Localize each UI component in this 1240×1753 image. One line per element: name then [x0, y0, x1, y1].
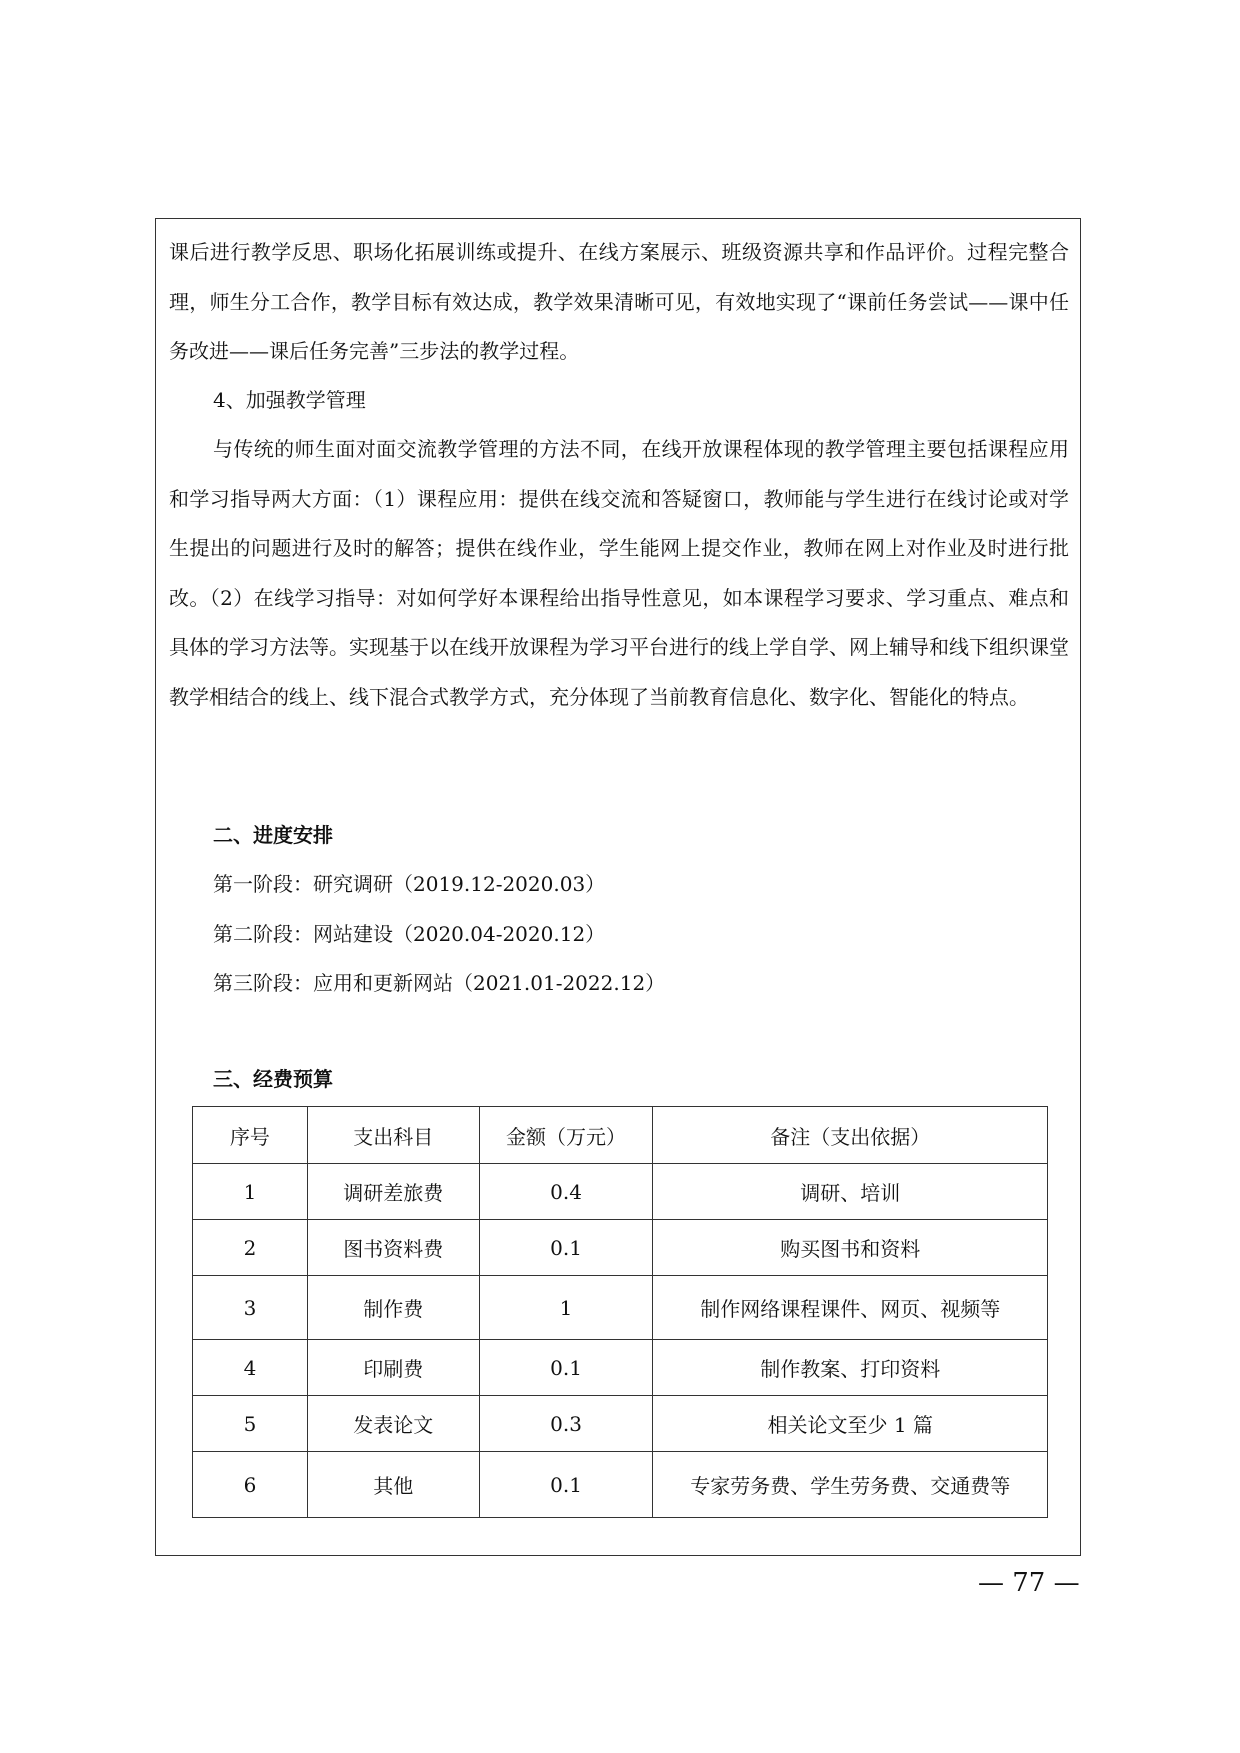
table-row	[193, 1452, 1048, 1518]
table-row	[193, 1340, 1048, 1396]
cell-index: 3	[193, 1276, 308, 1340]
budget-table	[192, 1106, 1048, 1518]
cell-amount: 0.1	[479, 1220, 653, 1276]
cell-amount: 0.1	[479, 1340, 653, 1396]
cell-note: 调研、培训	[653, 1164, 1048, 1220]
table-row	[193, 1164, 1048, 1220]
cell-item: 其他	[307, 1452, 479, 1518]
column-header-item: 支出科目	[307, 1107, 479, 1164]
cell-index: 6	[193, 1452, 308, 1518]
schedule-heading: 二、进度安排	[213, 823, 333, 847]
column-header-note: 备注（支出依据）	[653, 1107, 1048, 1164]
cell-note: 制作网络课程课件、网页、视频等	[653, 1276, 1048, 1340]
budget-heading: 三、经费预算	[213, 1067, 333, 1091]
cell-item: 印刷费	[307, 1340, 479, 1396]
table-row	[193, 1220, 1048, 1276]
cell-item: 调研差旅费	[307, 1164, 479, 1220]
table-header-row	[193, 1107, 1048, 1164]
paragraph-management-heading: 4、加强教学管理	[213, 388, 366, 412]
schedule-stage-1: 第一阶段：研究调研（2019.12-2020.03）	[213, 872, 606, 896]
cell-item: 制作费	[307, 1276, 479, 1340]
cell-amount: 1	[479, 1276, 653, 1340]
column-header-index: 序号	[193, 1107, 308, 1164]
cell-amount: 0.1	[479, 1452, 653, 1518]
cell-note: 制作教案、打印资料	[653, 1340, 1048, 1396]
cell-note: 购买图书和资料	[653, 1220, 1048, 1276]
table-row	[193, 1276, 1048, 1340]
paragraph-process: 课后进行教学反思、职场化拓展训练或提升、在线方案展示、班级资源共享和作品评价。过程完整合理，师生分工合作，教学目标有效达成，教学效果清晰可见，有效地实现了“课前任务尝试——课中任务改进——课后任务完善”三步法的教学过程。	[169, 240, 1069, 363]
cell-index: 4	[193, 1340, 308, 1396]
cell-note: 专家劳务费、学生劳务费、交通费等	[653, 1452, 1048, 1518]
schedule-stage-3: 第三阶段：应用和更新网站（2021.01-2022.12）	[213, 971, 666, 995]
schedule-stage-2: 第二阶段：网站建设（2020.04-2020.12）	[213, 922, 606, 946]
cell-note: 相关论文至少 1 篇	[653, 1396, 1048, 1452]
cell-index: 2	[193, 1220, 308, 1276]
table-row	[193, 1396, 1048, 1452]
column-header-amount: 金额（万元）	[479, 1107, 653, 1164]
cell-index: 1	[193, 1164, 308, 1220]
page-number: — 77 —	[978, 1568, 1080, 1598]
cell-item: 图书资料费	[307, 1220, 479, 1276]
cell-index: 5	[193, 1396, 308, 1452]
cell-item: 发表论文	[307, 1396, 479, 1452]
cell-amount: 0.4	[479, 1164, 653, 1220]
cell-amount: 0.3	[479, 1396, 653, 1452]
paragraph-management: 与传统的师生面对面交流教学管理的方法不同，在线开放课程体现的教学管理主要包括课程应用和学习指导两大方面：（1）课程应用：提供在线交流和答疑窗口，教师能与学生进行在线讨论或对学生提出的问题进行及时的解答；提供在线作业，学生能网上提交作业，教师在网上对作业及时进行批改。（2）在线学习指导：对如何学好本课程给出指导性意见，如本课程学习要求、学习重点、难点和具体的学习方法等。实现基于以在线开放课程为学习平台进行的线上学自学、网上辅导和线下组织课堂教学相结合的线上、线下混合式教学方式，充分体现了当前教育信息化、数字化、智能化的特点。	[169, 437, 1069, 709]
